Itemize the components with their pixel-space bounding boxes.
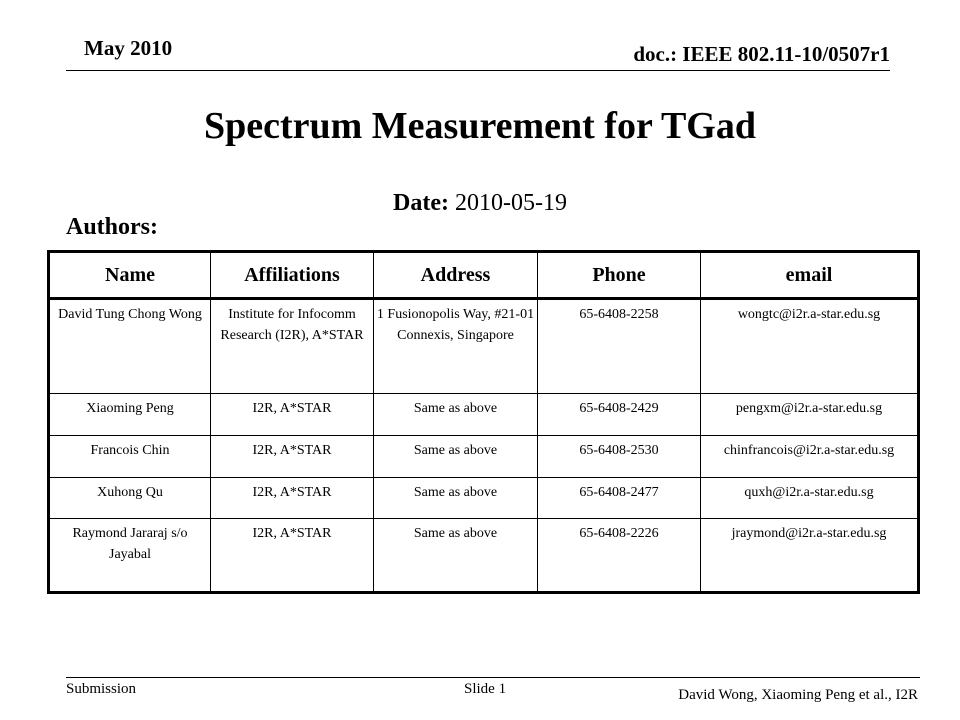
date-label: Date: [393, 190, 449, 216]
cell-email: wongtc@i2r.a-star.edu.sg [701, 299, 919, 394]
cell-affiliation: Institute for Infocomm Research (I2R), A*STAR [211, 299, 374, 394]
cell-address: Same as above [374, 519, 538, 593]
cell-address: Same as above [374, 394, 538, 436]
footer-authors: David Wong, Xiaoming Peng et al., I2R [678, 687, 918, 703]
table-row [49, 435, 919, 477]
footer-submission: Submission [66, 681, 137, 697]
cell-email: quxh@i2r.a-star.edu.sg [701, 477, 919, 519]
header-divider [66, 70, 890, 71]
footer-slide-number: Slide 1 [464, 681, 507, 697]
col-header-email: email [701, 252, 919, 299]
cell-phone: 65-6408-2226 [538, 519, 701, 593]
cell-affiliation: I2R, A*STAR [211, 435, 374, 477]
header-doc-id: doc.: IEEE 802.11-10/0507r1 [633, 42, 890, 66]
cell-phone: 65-6408-2429 [538, 394, 701, 436]
cell-name: Xiaoming Peng [49, 394, 211, 436]
table-row [49, 394, 919, 436]
authors-label: Authors: [66, 214, 159, 240]
table-row [49, 299, 919, 394]
footer-divider [66, 677, 920, 678]
col-header-affiliations: Affiliations [211, 252, 374, 299]
authors-table [47, 250, 920, 594]
cell-email: chinfrancois@i2r.a-star.edu.sg [701, 435, 919, 477]
col-header-name: Name [49, 252, 211, 299]
date-value: 2010-05-19 [454, 190, 567, 216]
date-line [0, 190, 960, 217]
cell-name: Xuhong Qu [49, 477, 211, 519]
cell-phone: 65-6408-2530 [538, 435, 701, 477]
cell-email: pengxm@i2r.a-star.edu.sg [701, 394, 919, 436]
header-date: May 2010 [84, 36, 173, 60]
cell-address: Same as above [374, 435, 538, 477]
cell-affiliation: I2R, A*STAR [211, 394, 374, 436]
cell-affiliation: I2R, A*STAR [211, 477, 374, 519]
cell-address: Same as above [374, 477, 538, 519]
slide-title: Spectrum Measurement for TGad [203, 105, 756, 147]
cell-name: Francois Chin [49, 435, 211, 477]
table-row [49, 519, 919, 593]
table-header-row [49, 252, 919, 299]
cell-address: 1 Fusionopolis Way, #21-01 Connexis, Singapore [374, 299, 538, 394]
cell-name: Raymond Jararaj s/o Jayabal [49, 519, 211, 593]
cell-phone: 65-6408-2477 [538, 477, 701, 519]
col-header-address: Address [374, 252, 538, 299]
cell-email: jraymond@i2r.a-star.edu.sg [701, 519, 919, 593]
table-row [49, 477, 919, 519]
cell-affiliation: I2R, A*STAR [211, 519, 374, 593]
col-header-phone: Phone [538, 252, 701, 299]
cell-name: David Tung Chong Wong [49, 299, 211, 394]
cell-phone: 65-6408-2258 [538, 299, 701, 394]
